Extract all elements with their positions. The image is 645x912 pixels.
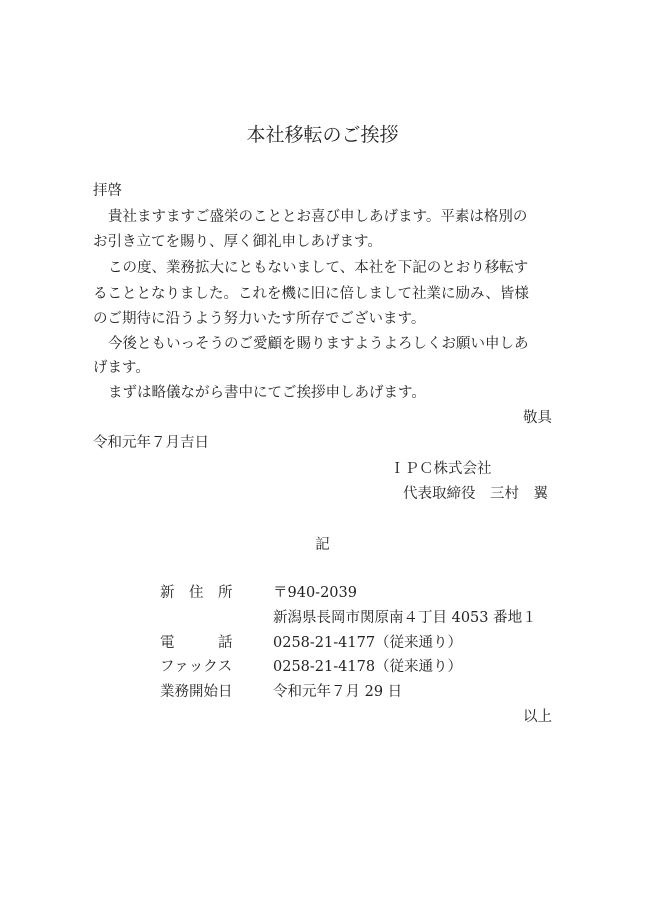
detail-row-start bbox=[160, 682, 580, 702]
body-line-5: のご期待に沿うよう努力いたす所存でございます。 bbox=[93, 311, 426, 327]
company-name: ＩＰＣ株式会社 bbox=[390, 461, 492, 477]
phone-label: 電 話 bbox=[160, 635, 233, 651]
detail-row-address-2 bbox=[160, 608, 580, 628]
fax-value: 0258-21-4178（従来通り） bbox=[273, 659, 463, 675]
ki-heading: 記 bbox=[315, 537, 330, 553]
address-value: 新潟県長岡市関原南４丁目 4053 番地１ bbox=[273, 610, 537, 626]
detail-row-address bbox=[160, 583, 580, 603]
body-line-7: げます。 bbox=[93, 360, 150, 376]
body-line-8: まずは略儀ながら書中にてご挨拶申しあげます。 bbox=[108, 385, 426, 401]
detail-row-phone bbox=[160, 633, 580, 653]
closing: 敬具 bbox=[523, 410, 552, 426]
detail-row-fax bbox=[160, 657, 580, 677]
body-line-6: 今後ともいっそうのご愛顧を賜りますようよろしくお願い申しあ bbox=[108, 336, 529, 352]
body-line-1: 貴社ますますご盛栄のこととお喜び申しあげます。平素は格別の bbox=[108, 209, 528, 225]
start-date-value: 令和元年７月 29 日 bbox=[273, 684, 403, 700]
body-line-2: お引き立てを賜り、厚く御礼申しあげます。 bbox=[93, 234, 382, 250]
postal-code: 〒940-2039 bbox=[273, 585, 357, 601]
date: 令和元年７月吉日 bbox=[93, 435, 209, 451]
body-line-4: ることとなりました。これを機に旧に倍しまして社業に励み、皆様 bbox=[93, 286, 529, 302]
address-label: 新 住 所 bbox=[160, 585, 233, 601]
greeting: 拝啓 bbox=[93, 183, 122, 199]
end-mark: 以上 bbox=[523, 709, 552, 725]
start-label: 業務開始日 bbox=[160, 684, 233, 700]
phone-value: 0258-21-4177（従来通り） bbox=[273, 635, 463, 651]
representative: 代表取締役 三村 翼 bbox=[403, 486, 548, 502]
body-line-3: この度、業務拡大にともないまして、本社を下記のとおり移転す bbox=[108, 260, 529, 276]
page-title: 本社移転のご挨拶 bbox=[246, 124, 399, 146]
fax-label: ファックス bbox=[160, 659, 233, 675]
